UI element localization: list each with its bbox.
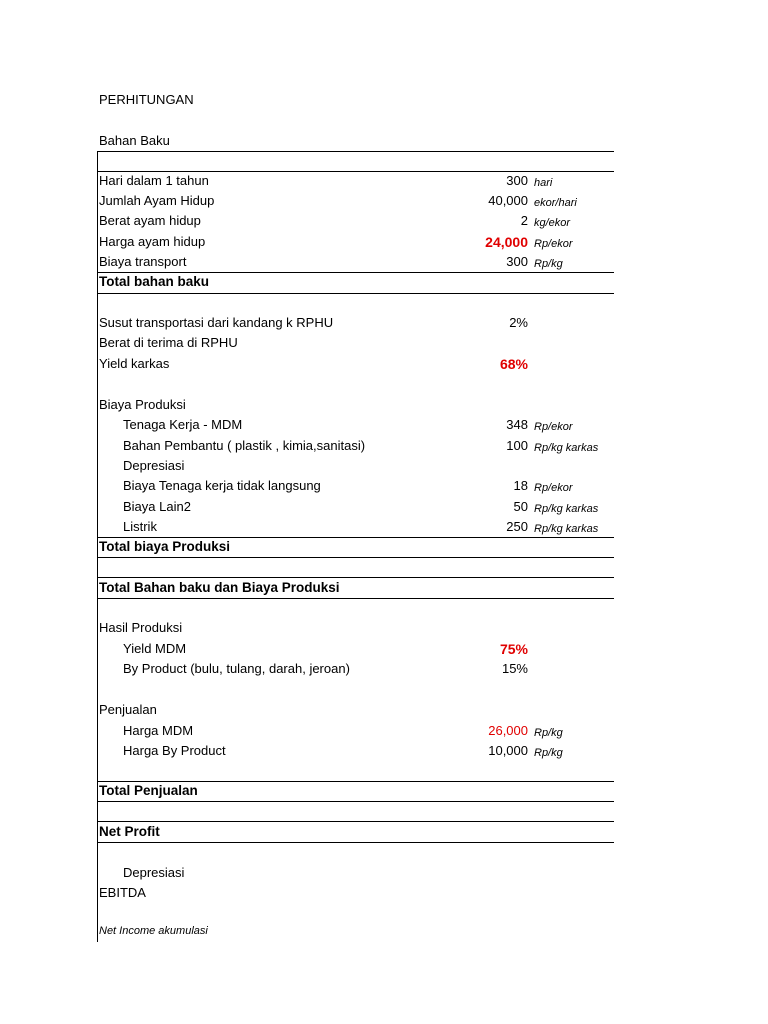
table-row [0, 456, 768, 476]
net-profit-label: Net Profit [99, 824, 160, 839]
row-label: Hari dalam 1 tahun [99, 173, 209, 188]
rule [97, 293, 614, 294]
row-label: Depresiasi [123, 458, 185, 473]
table-row [0, 313, 768, 333]
rule [97, 842, 614, 843]
yield-karkas-value: 68% [499, 356, 528, 372]
page-title: PERHITUNGAN [99, 92, 194, 107]
table-row [0, 921, 768, 941]
row-unit: Rp/ekor [534, 482, 573, 494]
row-value: 40,000 [488, 193, 528, 208]
row-value-highlight: 24,000 [485, 234, 528, 250]
row-label: Listrik [123, 519, 157, 534]
harga-byproduct-unit: Rp/kg [534, 747, 563, 759]
row-value: 300 [506, 173, 528, 188]
row-unit: Rp/kg karkas [534, 442, 599, 454]
table-row [0, 171, 768, 191]
ebitda-label: EBITDA [99, 885, 146, 900]
susut-value: 2% [509, 315, 528, 330]
row-label: Jumlah Ayam Hidup [99, 193, 215, 208]
table-row [0, 333, 768, 353]
susut-label: Susut transportasi dari kandang k RPHU [99, 315, 334, 330]
row-unit: Rp/kg karkas [534, 523, 599, 535]
table-row [0, 436, 768, 456]
total-bahan-biaya-label: Total Bahan baku dan Biaya Produksi [99, 580, 340, 595]
row-value: 300 [506, 254, 528, 269]
net-income-label: Net Income akumulasi [99, 925, 208, 937]
table-row [0, 497, 768, 517]
row-value: 100 [506, 438, 528, 453]
row-label: Biaya transport [99, 254, 187, 269]
section-heading-row [0, 618, 768, 638]
berat-terima-label: Berat di terima di RPHU [99, 335, 238, 350]
section-heading-row [0, 131, 768, 151]
table-row [0, 354, 768, 374]
table-row [0, 476, 768, 496]
table-row [0, 863, 768, 883]
harga-mdm-unit: Rp/kg [534, 727, 563, 739]
row-unit: Rp/ekor [534, 238, 573, 250]
row-value: 250 [506, 519, 528, 534]
harga-mdm-label: Harga MDM [123, 723, 194, 738]
table-row [0, 517, 768, 537]
bahan-baku-heading: Bahan Baku [99, 133, 170, 148]
rule [97, 151, 614, 152]
hasil-produksi-heading: Hasil Produksi [99, 620, 183, 635]
table-row [0, 659, 768, 679]
row-value: 348 [506, 417, 528, 432]
table-row [0, 211, 768, 231]
harga-byproduct-value: 10,000 [488, 743, 528, 758]
byproduct-value: 15% [501, 661, 528, 676]
table-row [0, 639, 768, 659]
table-row [0, 191, 768, 211]
total-row [0, 272, 768, 292]
table-row [0, 415, 768, 435]
row-label: Harga ayam hidup [99, 234, 206, 249]
depresiasi-label: Depresiasi [123, 865, 185, 880]
rule [97, 598, 614, 599]
total-row [0, 537, 768, 557]
total-bahan-baku-label: Total bahan baku [99, 274, 210, 289]
row-unit: Rp/ekor [534, 421, 573, 433]
table-row [0, 232, 768, 252]
row-unit: ekor/hari [534, 197, 577, 209]
table-row [0, 741, 768, 761]
row-value: 2 [520, 213, 528, 228]
table-row [0, 883, 768, 903]
total-row [0, 781, 768, 801]
row-label: Tenaga Kerja - MDM [123, 417, 243, 432]
yield-karkas-label: Yield karkas [99, 356, 170, 371]
row-label: Biaya Tenaga kerja tidak langsung [123, 478, 321, 493]
row-label: Biaya Lain2 [123, 499, 191, 514]
row-value: 50 [513, 499, 528, 514]
total-biaya-produksi-label: Total biaya Produksi [99, 539, 231, 554]
total-penjualan-label: Total Penjualan [99, 783, 198, 798]
penjualan-heading: Penjualan [99, 702, 157, 717]
table-row [0, 252, 768, 272]
section-heading-row [0, 700, 768, 720]
title-row [0, 90, 768, 110]
row-unit: kg/ekor [534, 217, 571, 229]
section-heading-row [0, 395, 768, 415]
row-label: Berat ayam hidup [99, 213, 201, 228]
total-row [0, 822, 768, 842]
table-row [0, 721, 768, 741]
yield-mdm-value: 75% [499, 641, 528, 657]
rule [97, 801, 614, 802]
harga-mdm-value: 26,000 [488, 723, 528, 738]
biaya-produksi-heading: Biaya Produksi [99, 397, 186, 412]
harga-byproduct-label: Harga By Product [123, 743, 226, 758]
row-unit: Rp/kg [534, 258, 563, 270]
row-unit: Rp/kg karkas [534, 503, 599, 515]
total-row [0, 578, 768, 598]
rule [97, 557, 614, 558]
row-value: 18 [513, 478, 528, 493]
row-label: Bahan Pembantu ( plastik , kimia,sanitasi) [123, 438, 366, 453]
row-unit: hari [534, 177, 553, 189]
byproduct-label: By Product (bulu, tulang, darah, jeroan) [123, 661, 350, 676]
yield-mdm-label: Yield MDM [123, 641, 187, 656]
